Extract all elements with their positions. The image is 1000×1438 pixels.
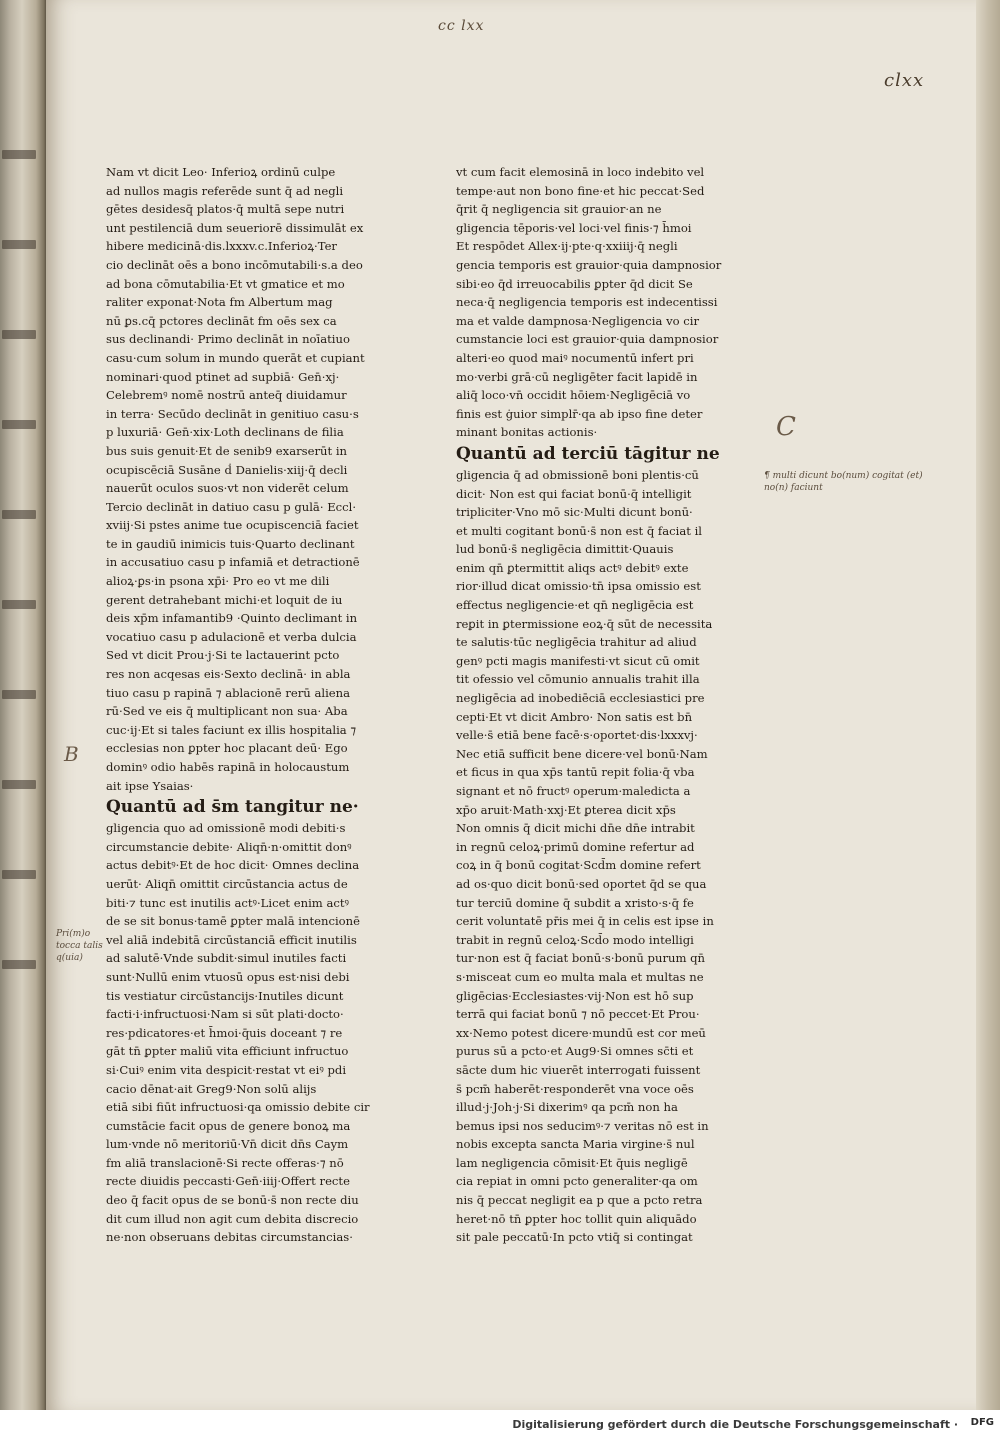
text-line: res non acqesas eis·Sexto declinā· in abla: [106, 667, 351, 682]
text-line: sācte dum hic viuerēt interrogati fuissent: [456, 1062, 701, 1077]
text-line: sunt·Nullū enim vtuosū opus est·nisi debi: [106, 969, 350, 984]
text-line: cumstācie facit opus de genere bonoꝝ ma: [106, 1118, 351, 1133]
dfg-logo: DFG: [970, 1417, 994, 1428]
left-text-fragment: [2, 240, 36, 249]
left-text-fragment: [2, 330, 36, 339]
text-line: te in gaudiū inimicis tuis·Quarto declinant: [106, 536, 355, 551]
left-text-fragment: [2, 780, 36, 789]
text-line: lud bonū·s̄ negligēcia dimittit·Quauis: [456, 542, 674, 557]
text-line: Sed vt dicit Prou·j·Si te lactauerint pcto: [106, 648, 340, 663]
text-line: et multi cogitant bonū·s̄ non est q̄ faciat il: [456, 523, 703, 538]
text-line: bemus ipsi nos seducimꝰ·⁊ veritas nō est in: [456, 1118, 709, 1133]
text-line: illud·j·Joh·j·Si dixerimꝰ qa pcm̄ non ha: [456, 1100, 678, 1115]
text-line: neca·q̄ negligencia temporis est indecentissi: [456, 295, 718, 310]
text-line: deo q̄ facit opus de se bonū·s̄ non recte diu: [106, 1193, 359, 1208]
text-line: res·pdicatores·et h̄moi·q̄uis doceant ⁊ re: [106, 1025, 343, 1040]
text-line: velle·s̄ etiā bene facē·s·oportet·dis·lxxxvj·: [456, 728, 698, 743]
text-line: vocatiuo casu p adulacionē et verba dulcia: [106, 629, 357, 644]
text-line: etiā sibi fiūt infructuosi·qa omissio debite cir: [106, 1100, 370, 1115]
text-line: tit ofessio vel cōmunio annualis trahit illa: [456, 672, 700, 687]
text-line: sus declinandi· Primo declināt in noīatiuo: [106, 332, 350, 347]
text-line: tis vestiatur circūstancijs·Inutiles dicunt: [106, 988, 344, 1003]
text-line: dominꝰ odio habēs rapinā in holocaustum: [106, 760, 350, 774]
text-line: de se sit bonus·tamē ꝑpter malā intencionē: [106, 914, 360, 929]
text-line: gerent detrahebant michi·et loquit de iu: [106, 592, 343, 607]
section-heading-second: Quantū ad s̄m tangitur ne·: [106, 797, 359, 818]
text-line: tripliciter·Vno mō sic·Multi dicunt bonū·: [456, 505, 693, 520]
text-line: ad salutē·Vnde subdit·simul inutiles facti: [106, 951, 347, 966]
text-line: minant bonitas actionis·: [456, 425, 598, 440]
text-line: cacio dēnat·ait Greg9·Non solū alijs: [106, 1081, 317, 1096]
text-line: gencia temporis est grauior·quia dampnosior: [456, 257, 722, 272]
text-line: lum·vnde nō meritoriū·Vn̄ dicit dn̄s Caym: [106, 1137, 349, 1152]
text-line: tur terciū domine q̄ subdit a xristo·s·q̄ fe: [456, 895, 694, 910]
text-line: nauerūt oculos suos·vt non viderēt celum: [106, 481, 349, 496]
text-line: nominari·quod ptinet ad supbiā· Gen̄·xj·: [106, 369, 340, 384]
left-text-fragment: [2, 150, 36, 159]
text-line: nū ꝑs.cq̄ pctores declināt fm oēs sex ca: [106, 313, 337, 328]
text-line: enim qn̄ ꝑtermittit aliqs actꝰ debitꝰ exte: [456, 560, 689, 575]
margin-letter-b: B: [64, 742, 79, 766]
text-line: sit pale peccatū·In pcto vtiq̄ si contingat: [456, 1230, 693, 1245]
text-line: signant et nō fructꝰ operum·maledicta a: [456, 784, 691, 798]
text-line: in terra· Secūdo declināt in genitiuo casu·s: [106, 406, 359, 421]
text-line: ne·non obseruans debitas circumstancias·: [106, 1230, 353, 1245]
folio-number: clxx: [884, 70, 925, 91]
text-line: bus suis genuit·Et de senib9 exarserūt in: [106, 443, 347, 458]
margin-note-right: ¶ multi dicunt bo(num) cogitat (et) no(n) faciunt: [764, 471, 923, 493]
text-line: gligencia quo ad omissionē modi debiti·s: [106, 821, 346, 836]
text-line: te salutis·tūc negligēcia trahitur ad aliud: [456, 635, 697, 650]
text-line: lam negligencia cōmisit·Et q̄uis negligē: [456, 1155, 688, 1170]
text-line: ecclesias non ꝑpter hoc placant deū· Ego: [106, 741, 348, 756]
text-line: nobis excepta sancta Maria virgine·s̄ nul: [456, 1137, 695, 1152]
section-heading-third: Quantū ad terciū tāgitur ne: [456, 443, 720, 464]
text-line: aliq̄ loco·vn̄ occidit hōiem·Negligēciā vo: [456, 388, 691, 403]
text-line: raliter exponat·Nota fm Albertum mag: [106, 295, 333, 310]
text-line: casu·cum solum in mundo querāt et cupiant: [106, 350, 365, 365]
text-line: vt cum facit elemosinā in loco indebito vel: [456, 165, 705, 179]
funding-credit: Digitalisierung gefördert durch die Deutsche Forschungsgemeinschaft ·: [512, 1418, 958, 1431]
text-line: ad bona cōmutabilia·Et vt gmatice et mo: [106, 276, 345, 291]
text-line: terrā qui faciat bonū ⁊ nō peccet·Et Prou·: [456, 1007, 700, 1022]
text-line: circumstancie debite· Aliqn̄·n·omittit donꝰ: [106, 839, 352, 854]
text-line: cerit voluntatē pr̄is mei q̄ in celis est ipse in: [456, 914, 714, 929]
text-line: biti·⁊ tunc est inutilis actꝰ·Licet enim actꝰ: [106, 895, 349, 910]
right-page-edge: [976, 0, 1000, 1410]
text-line: gligēcias·Ecclesiastes·vij·Non est hō sup: [456, 988, 694, 1003]
text-line: hibere medicinā·dis.lxxxv.c.Inferioꝝ·Ter: [106, 239, 337, 254]
text-line: ad nullos magis referēde sunt q̄ ad negli: [106, 183, 344, 198]
text-line: purus sū a pcto·et Aug9·Si omnes sc̄ti et: [456, 1044, 694, 1059]
text-line: cuc·ij·Et si tales faciunt ex illis hospitalia ⁊: [106, 722, 357, 737]
text-line: deis xp̄m infamantib9 ·Quinto declimant in: [106, 611, 358, 626]
left-page-edge: [0, 0, 46, 1410]
text-line: heret·nō tn̄ ꝑpter hoc tollit quin aliquādo: [456, 1211, 697, 1226]
text-line: Et respōdet Allex·ij·pte·q·xxiiij·q̄ negli: [456, 239, 678, 254]
text-line: actus debitꝰ·Et de hoc dicit· Omnes declina: [106, 858, 360, 873]
text-line: tur·non est q̄ faciat bonū·s·bonū purum qn̄: [456, 951, 706, 966]
text-line: rior·illud dicat omissio·tn̄ ipsa omissio est: [456, 579, 701, 594]
left-text-fragment: [2, 600, 36, 609]
text-line: effectus negligencie·et qn̄ negligēcia est: [456, 598, 694, 613]
text-column-right: [456, 163, 768, 1247]
text-line: gligencia tēporis·vel loci·vel finis·⁊ h̄moi: [456, 220, 692, 235]
text-line: finis est ġuior simplr̄·qa ab ipso fine deter: [456, 406, 703, 421]
text-line: in accusatiuo casu p infamiā et detractionē: [106, 555, 360, 570]
text-line: reꝑit in ꝑtermissione eoꝝ·q̄ sūt de necessita: [456, 616, 713, 631]
text-line: dit cum illud non agit cum debita discrecio: [106, 1211, 359, 1226]
text-line: ait ipse Ysaias·: [106, 778, 194, 793]
text-line: tiuo casu p rapinā ⁊ ablacionē rerū aliena: [106, 685, 351, 700]
text-line: fm aliā translacionē·Si recte offeras·⁊ nō: [106, 1155, 344, 1170]
text-line: xviij·Si pstes anime tue ocupiscenciā faciet: [106, 518, 359, 533]
margin-note-left: Pri(m)o tocca talis q(uia): [56, 929, 103, 963]
left-text-fragment: [2, 690, 36, 699]
column-left-body-top: [106, 163, 398, 795]
text-line: dicit· Non est qui faciat bonū·q̄ intelligit: [456, 486, 692, 501]
text-line: rū·Sed ve eis q̄ multiplicant non sua· Aba: [106, 704, 348, 719]
text-line: cio declināt oēs a bono incōmutabili·s.a deo: [106, 257, 363, 272]
text-line: gligencia q̄ ad obmissionē boni plentis·cū: [456, 467, 699, 482]
text-line: Non omnis q̄ dicit michi dn̄e dn̄e intrabit: [456, 821, 695, 836]
text-line: s̄ pcm̄ haberēt·responderēt vna voce oēs: [456, 1081, 694, 1096]
text-line: trabit in regnū celoꝝ·Scd̄o modo intelligi: [456, 932, 694, 947]
text-line: s·misceat cum eo multa mala et multas ne: [456, 969, 704, 984]
text-line: alteri·eo quod maiꝰ nocumentū infert pri: [456, 350, 694, 365]
left-text-fragment: [2, 510, 36, 519]
text-line: gāt tn̄ ꝑpter maliū vita efficiunt infructuo: [106, 1044, 349, 1059]
text-line: genꝰ pcti magis manifesti·vt sicut cū omit: [456, 653, 700, 668]
column-right-body-bottom: [456, 466, 768, 1247]
text-line: alioꝝ·ꝑs·in psona xp̄i· Pro eo vt me dili: [106, 574, 330, 589]
text-line: Celebremꝰ nomē nostrū anteq̄ diuidamur: [106, 388, 347, 403]
text-line: in regnū celoꝝ·primū domine refertur ad: [456, 839, 695, 854]
text-line: ocupiscēciā Susāne ḋ Danielis·xiij·q̄ decli: [106, 462, 348, 477]
text-line: negligēcia ad inobediēciā ecclesiastici pre: [456, 691, 705, 706]
text-line: recte diuidis peccasti·Gen̄·iiij·Offert recte: [106, 1174, 350, 1189]
text-line: cepti·Et vt dicit Ambro· Non satis est bn̄: [456, 709, 693, 724]
text-line: q̄rit q̄ negligencia sit grauior·an ne: [456, 202, 662, 217]
text-line: Nec etiā sufficit bene dicere·vel bonū·Nam: [456, 746, 708, 761]
left-text-fragment: [2, 870, 36, 879]
text-line: nis q̄ peccat negligit ea p que a pcto retra: [456, 1193, 703, 1208]
text-line: si·Cuiꝰ enim vita despicit·restat vt eiꝰ pdi: [106, 1062, 347, 1077]
text-line: xx·Nemo potest dicere·mundū est cor meū: [456, 1025, 706, 1040]
text-column-left: [106, 163, 398, 1247]
text-line: cia repiat in omni pcto generaliter·qa om: [456, 1174, 698, 1189]
text-line: ma et valde dampnosa·Negligencia vo cir: [456, 313, 700, 328]
top-handwritten-note: cc lxx: [438, 18, 485, 34]
text-line: et ficus in qua xp̄s tantū repit folia·q̄ vba: [456, 765, 695, 780]
text-line: ad os·quo dicit bonū·sed oportet q̄d se qua: [456, 876, 707, 891]
text-line: Tercio declināt in datiuo casu p gulā· Eccl·: [106, 499, 357, 514]
text-line: uerūt· Aliqn̄ omittit circūstancia actus de: [106, 876, 348, 891]
text-line: xp̄o aruit·Math·xxj·Et ꝑterea dicit xp̄s: [456, 802, 676, 817]
text-line: facti·i·infructuosi·Nam si sūt plati·docto·: [106, 1007, 344, 1022]
left-text-fragment: [2, 420, 36, 429]
column-right-body-top: [456, 163, 768, 442]
text-line: p luxuriā· Gen̄·xix·Loth declinans de filia: [106, 425, 344, 440]
text-line: coꝝ in q̄ bonū cogitat·Scd̄m domine refert: [456, 858, 701, 873]
text-line: unt pestilenciā dum seueriorē dissimulāt ex: [106, 220, 364, 235]
text-line: gētes desidesq̄ platos·q̄ multā sepe nutri: [106, 202, 345, 217]
column-left-body-bottom: [106, 819, 398, 1247]
text-line: Nam vt dicit Leo· Inferioꝝ ordinū culpe: [106, 165, 336, 179]
text-line: tempe·aut non bono fine·et hic peccat·Sed: [456, 183, 705, 198]
text-line: sibi·eo q̄d irreuocabilis ꝑpter q̄d dicit Se: [456, 276, 693, 291]
margin-letter-c: C: [776, 412, 796, 442]
text-line: vel aliā indebitā circūstanciā efficit inutilis: [106, 932, 357, 947]
text-line: cumstancie loci est grauior·quia dampnosior: [456, 332, 719, 347]
text-line: mo·verbi grā·cū negligēter facit lapidē in: [456, 369, 698, 384]
left-text-fragment: [2, 960, 36, 969]
footer-bar: [0, 1410, 1000, 1438]
